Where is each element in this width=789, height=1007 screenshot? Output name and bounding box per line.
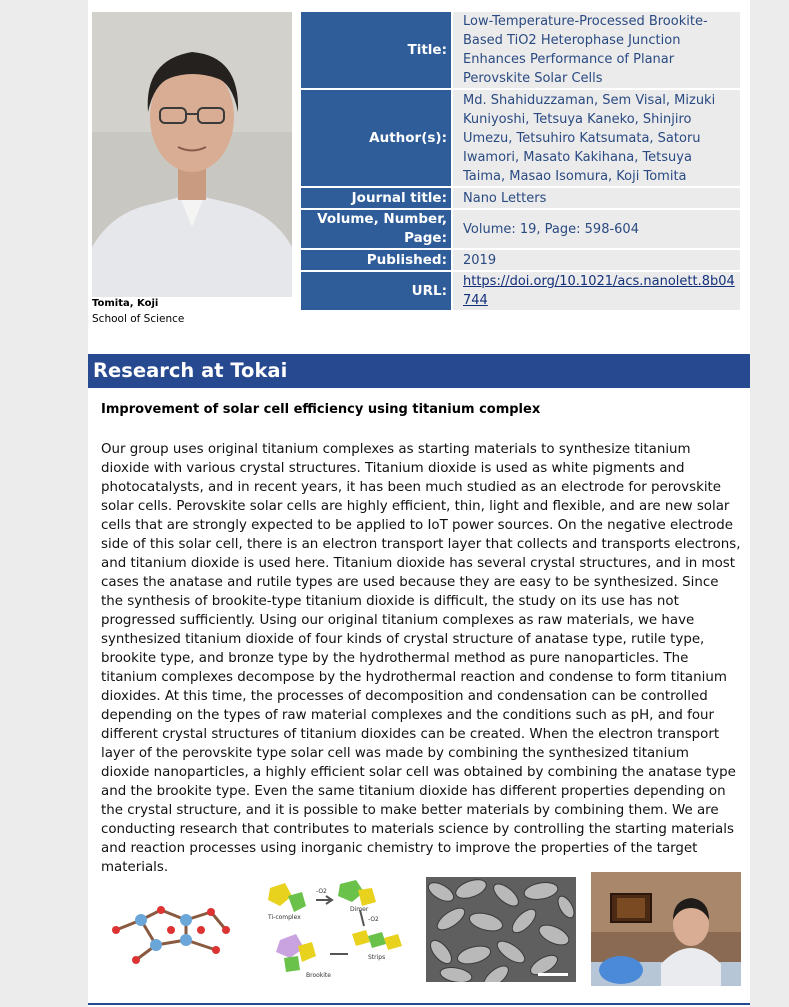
- table-row: [301, 12, 740, 88]
- published-label: Published:: [301, 250, 451, 270]
- table-row: [301, 272, 740, 310]
- journal-value: Nano Letters: [453, 188, 740, 208]
- table-row: [301, 250, 740, 270]
- volume-label: Volume, Number, Page:: [301, 210, 451, 248]
- content-page: [88, 0, 750, 1007]
- research-subheading: Improvement of solar cell efficiency using titanium complex: [101, 402, 541, 417]
- table-row: [301, 90, 740, 186]
- authors-value: Md. Shahiduzzaman, Sem Visal, Mizuki Kuniyoshi, Tetsuya Kaneko, Shinjiro Umezu, Tetsuhiro Katsumata, Satoru Iwamori, Masato Kakihana, Tetsuya Taima, Masao Isomura, Koji Tomita: [453, 90, 740, 186]
- section-heading: Research at Tokai: [88, 354, 750, 388]
- profile-photo: [92, 12, 292, 297]
- doi-link[interactable]: https://doi.org/10.1021/acs.nanolett.8b04744: [463, 274, 735, 308]
- label-o2-b: -O2: [368, 916, 379, 923]
- figure-molecule: [106, 890, 236, 970]
- label-ti-complex: Ti-complex: [268, 914, 301, 921]
- research-body: Our group uses original titanium complexes as starting materials to synthesize titanium dioxide with various crystal structures. Titanium dioxide is used as white pigments and photocatalysts, and in recent years, it has been much studied as an electrode for perovskite solar cells. Perovskite solar cells are highly efficient, thin, light and flexible, and are new solar cells that are strongly expected to be applied to IoT power sources. On the negative electrode side of this solar cell, there is an electron transport layer that collects and transports electrons, and titanium dioxide is used here. Titanium dioxide has several crystal structures, and in most cases the anatase and rutile types are used because they are easy to be synthesized. Since the synthesis of brookite-type titanium dioxide is difficult, the study on its use has not progressed sufficiently. Using our original titanium complexes as raw materials, we have synthesized titanium dioxide of four kinds of crystal structure of anatase type, rutile type, brookite type, and bronze type by the hydrothermal method as pure nanoparticles. The titanium complexes decompose by the hydrothermal reaction and condense to form titanium dioxides. At this time, the processes of decomposition and condensation can be controlled depending on the types of raw material complexes and the conditions such as pH, and four different crystal structures of titanium dioxides can be created. When the electron transport layer of the perovskite type solar cell was made by combining the synthesized titanium dioxide nanoparticles, a highly efficient solar cell was obtained by combining the anatase type and the brookite type. Even the same titanium dioxide has different properties depending on the crystal structure, and it is possible to make better materials by combining them. We are conducting research that contributes to materials science by controlling the starting materials and reaction processes using inorganic chemistry to improve the properties of the target materials.: [101, 442, 741, 875]
- label-o2-a: -O2: [316, 888, 327, 895]
- label-brookite: Brookite: [306, 972, 331, 979]
- published-value: 2019: [453, 250, 740, 270]
- url-cell: [453, 272, 740, 310]
- title-value: Low-Temperature-Processed Brookite-Based TiO2 Heterophase Junction Enhances Performance of Planar Perovskite Solar Cells: [453, 12, 740, 88]
- table-row: [301, 210, 740, 248]
- bottom-divider: [88, 1003, 750, 1005]
- figure-reaction-diagram: [260, 878, 412, 983]
- url-label: URL:: [301, 272, 451, 310]
- volume-value: Volume: 19, Page: 598-604: [453, 210, 740, 248]
- journal-label: Journal title:: [301, 188, 451, 208]
- label-dimer: Dimer: [350, 906, 369, 913]
- title-label: Title:: [301, 12, 451, 88]
- profile-school: School of Science: [92, 313, 185, 325]
- table-row: [301, 188, 740, 208]
- authors-label: Author(s):: [301, 90, 451, 186]
- publication-info-table: [299, 10, 742, 312]
- figure-sem-micrograph: [426, 877, 576, 982]
- label-strips: Strips: [368, 954, 386, 961]
- profile-name: Tomita, Koji: [92, 298, 159, 309]
- figure-researcher-photo: [591, 872, 741, 986]
